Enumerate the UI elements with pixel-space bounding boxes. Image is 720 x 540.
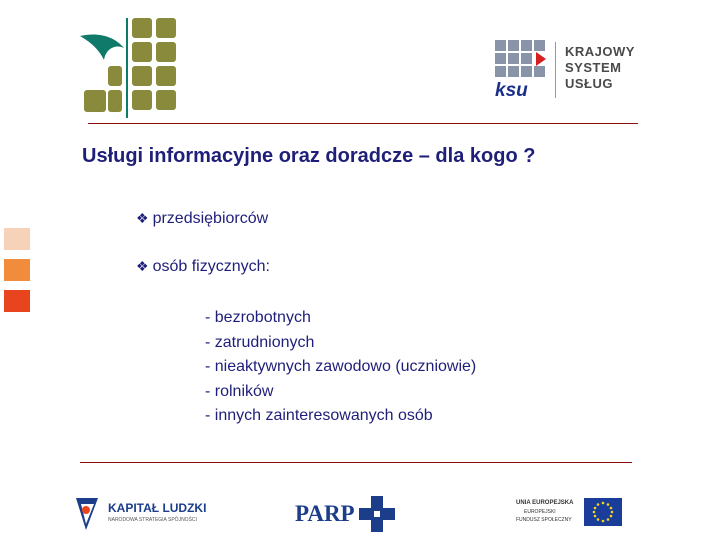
diamond-bullet-icon: ❖ <box>136 210 149 226</box>
grid-square <box>156 18 176 38</box>
sub-list-item: - nieaktywnych zawodowo (uczniowie) <box>205 358 477 375</box>
swatch-light <box>4 228 30 250</box>
parp-cross-icon <box>359 496 395 532</box>
sub-list-item: - zatrudnionych <box>205 333 315 351</box>
grid-square <box>132 90 152 110</box>
eu-logo <box>516 498 626 528</box>
sub-list-item: - rolników <box>205 382 274 400</box>
ksu-line-1: KRAJOWY <box>565 44 635 59</box>
bottom-divider <box>80 462 632 463</box>
grid-square <box>84 90 106 112</box>
eu-line-2: EUROPEJSKI <box>524 509 556 515</box>
sub-list <box>205 306 476 429</box>
red-arrow-icon <box>536 52 546 66</box>
ksu-wordmark: ksu <box>495 80 528 101</box>
diamond-bullet-icon: ❖ <box>136 258 149 274</box>
bullet-item: ❖ przedsiębiorców <box>136 210 269 227</box>
top-divider <box>88 123 638 124</box>
parp-name: PARP <box>295 501 355 526</box>
kapital-tagline: NARODOWA STRATEGIA SPÓJNOŚCI <box>108 517 197 523</box>
eu-flag-icon <box>584 498 622 526</box>
grid-square <box>132 42 152 62</box>
bullet-item: ❖ osób fizycznych: <box>136 258 270 275</box>
parp-logo <box>295 496 405 532</box>
grid-square <box>132 18 152 38</box>
kapital-name: KAPITAŁ LUDZKI <box>108 501 207 515</box>
grid-square <box>108 90 122 112</box>
swatch-orange <box>4 259 30 281</box>
eu-line-1: UNIA EUROPEJSKA <box>516 500 574 506</box>
ksu-line-3: USŁUG <box>565 76 613 91</box>
eu-line-3: FUNDUSZ SPOŁECZNY <box>516 517 572 523</box>
institution-grid-logo <box>80 18 190 118</box>
logo-stem <box>126 18 128 118</box>
ksu-logo <box>495 40 655 100</box>
swatch-red <box>4 290 30 312</box>
page-title: Usługi informacyjne oraz doradcze – dla kogo ? <box>82 145 536 167</box>
teal-leaf-icon <box>80 26 128 66</box>
grid-square <box>108 66 122 86</box>
kapital-star-icon <box>72 496 100 530</box>
sub-list-item: - innych zainteresowanych osób <box>205 407 433 424</box>
grid-square <box>156 66 176 86</box>
grid-square <box>132 66 152 86</box>
ksu-line-2: SYSTEM <box>565 60 622 75</box>
sub-list-item: - bezrobotnych <box>205 309 311 326</box>
grid-square <box>156 42 176 62</box>
kapital-ludzki-logo <box>72 496 222 532</box>
grid-square <box>156 90 176 110</box>
